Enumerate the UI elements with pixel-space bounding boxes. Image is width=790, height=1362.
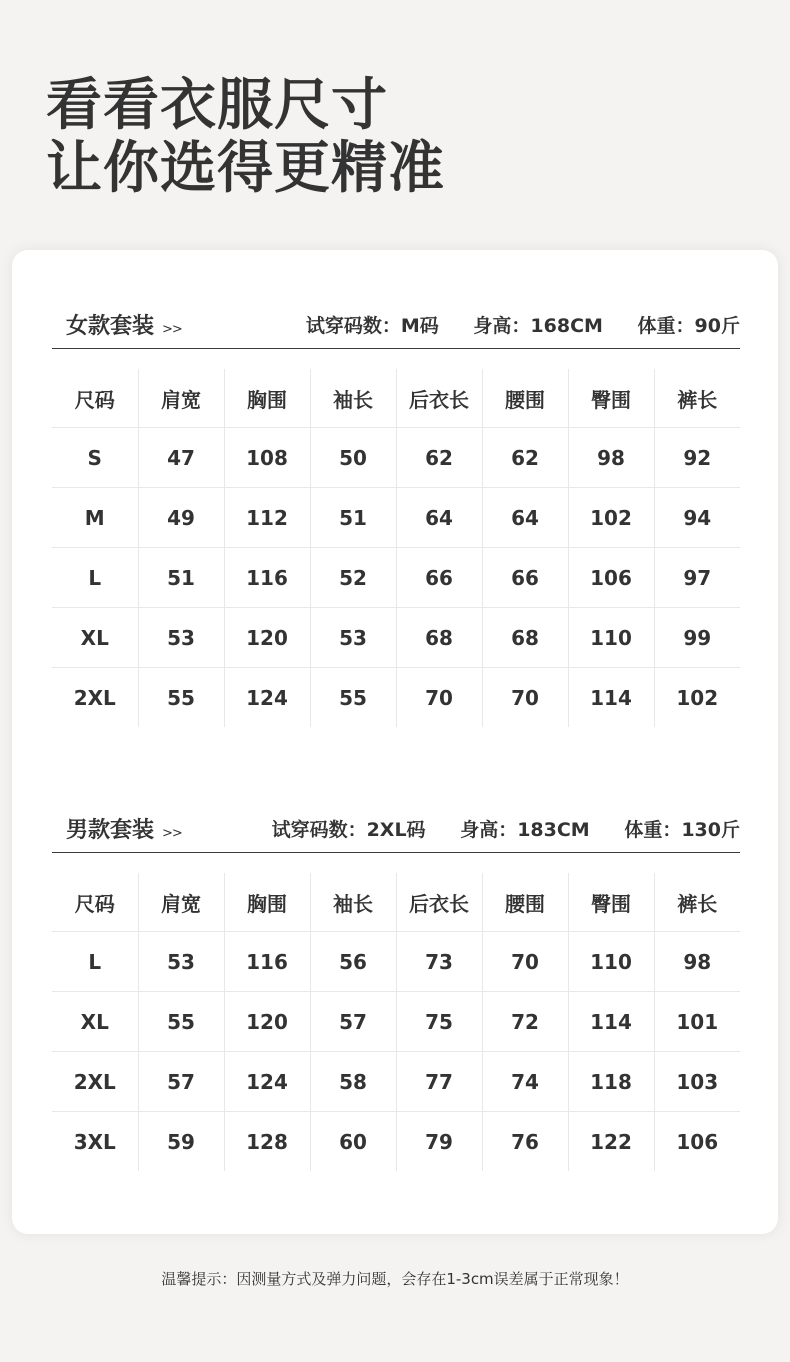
table-cell: 99 [654,608,740,668]
table-cell: 55 [138,668,224,728]
table-cell: M [52,488,138,548]
table-cell: 118 [568,1052,654,1112]
table-cell: 58 [310,1052,396,1112]
women-section [52,288,740,727]
header-cell: 腰围 [482,873,568,932]
men-section-header [52,792,740,852]
table-cell: 62 [482,428,568,488]
men-size-table [52,873,740,1171]
table-cell: 68 [482,608,568,668]
table-cell: 76 [482,1112,568,1172]
men-divider [52,852,740,853]
table-cell: 110 [568,608,654,668]
table-cell: 70 [396,668,482,728]
header-cell: 袖长 [310,369,396,428]
table-cell: 62 [396,428,482,488]
table-cell: 52 [310,548,396,608]
table-cell: 53 [138,932,224,992]
headline-line-1: 看看衣服尺寸 [46,73,388,138]
header-cell: 后衣长 [396,873,482,932]
table-cell: 53 [310,608,396,668]
table-cell: 49 [138,488,224,548]
header-cell: 腰围 [482,369,568,428]
table-row [52,428,740,488]
header-cell: 臀围 [568,369,654,428]
table-cell: 60 [310,1112,396,1172]
table-cell: 50 [310,428,396,488]
table-cell: 3XL [52,1112,138,1172]
table-row [52,608,740,668]
men-title-text: 男款套装 [66,818,155,843]
size-chart-card [12,250,778,1234]
header-cell: 裤长 [654,369,740,428]
table-cell: 66 [482,548,568,608]
table-cell: 75 [396,992,482,1052]
table-cell: 66 [396,548,482,608]
table-cell: 57 [310,992,396,1052]
measurement-footnote: 温馨提示：因测量方式及弹力问题，会存在1-3cm误差属于正常现象！ [161,1270,629,1288]
table-cell: 110 [568,932,654,992]
table-cell: 70 [482,668,568,728]
women-arrow: >> [162,322,182,337]
table-cell: 120 [224,992,310,1052]
table-cell: 101 [654,992,740,1052]
header-cell: 裤长 [654,873,740,932]
women-table-header-row [52,369,740,428]
table-cell: 120 [224,608,310,668]
table-cell: 56 [310,932,396,992]
table-cell: 70 [482,932,568,992]
table-cell: S [52,428,138,488]
header-cell: 肩宽 [138,369,224,428]
table-cell: 68 [396,608,482,668]
table-cell: 53 [138,608,224,668]
table-cell: 51 [310,488,396,548]
table-cell: 94 [654,488,740,548]
table-cell: 124 [224,668,310,728]
table-cell: L [52,548,138,608]
table-row [52,992,740,1052]
table-cell: XL [52,992,138,1052]
table-cell: L [52,932,138,992]
table-row [52,1112,740,1172]
women-title-text: 女款套装 [66,314,155,339]
table-cell: 124 [224,1052,310,1112]
table-cell: 92 [654,428,740,488]
table-cell: 106 [568,548,654,608]
men-section [52,792,740,1171]
table-cell: 55 [138,992,224,1052]
table-cell: 98 [568,428,654,488]
table-cell: 77 [396,1052,482,1112]
table-cell: 102 [568,488,654,548]
table-cell: 64 [396,488,482,548]
table-cell: 73 [396,932,482,992]
table-cell: 74 [482,1052,568,1112]
table-cell: 79 [396,1112,482,1172]
table-row [52,488,740,548]
table-cell: 51 [138,548,224,608]
table-cell: 47 [138,428,224,488]
women-section-title [66,309,182,340]
table-row [52,548,740,608]
header-cell: 尺码 [52,873,138,932]
men-section-title [66,813,182,844]
table-cell: 2XL [52,668,138,728]
table-cell: 112 [224,488,310,548]
table-cell: 108 [224,428,310,488]
table-cell: XL [52,608,138,668]
table-row [52,668,740,728]
header-cell: 胸围 [224,873,310,932]
women-model-info [306,311,740,338]
table-row [52,1052,740,1112]
table-cell: 106 [676,1129,719,1154]
table-cell: 97 [654,548,740,608]
table-cell: 114 [568,992,654,1052]
table-cell: 57 [138,1052,224,1112]
header-cell: 袖长 [310,873,396,932]
table-cell: 116 [224,932,310,992]
men-try-size: 试穿码数：2XL码 [271,819,426,841]
women-model-weight: 体重：90斤 [637,315,740,337]
table-row [52,932,740,992]
table-cell: 64 [482,488,568,548]
table-cell: 59 [138,1112,224,1172]
table-cell: 128 [224,1112,310,1172]
table-cell: 122 [568,1112,654,1172]
header-cell: 尺码 [52,369,138,428]
table-cell: 98 [654,932,740,992]
table-cell: 72 [482,992,568,1052]
header-cell: 臀围 [568,873,654,932]
table-cell: 102 [676,685,719,710]
men-model-weight: 体重：130斤 [624,819,740,841]
women-section-header [52,288,740,348]
table-cell: 55 [310,668,396,728]
header-cell: 肩宽 [138,873,224,932]
table-cell: 114 [568,668,654,728]
page-headline [46,74,445,200]
header-cell: 胸围 [224,369,310,428]
men-model-height: 身高：183CM [460,819,590,841]
table-cell: 103 [654,1052,740,1112]
men-model-info [272,815,740,842]
women-divider [52,348,740,349]
header-cell: 后衣长 [396,369,482,428]
table-cell: 2XL [52,1052,138,1112]
men-arrow: >> [162,826,182,841]
table-cell: 116 [224,548,310,608]
women-try-size: 试穿码数：M码 [305,315,439,337]
headline-line-2: 让你选得更精准 [46,136,445,201]
women-size-table [52,369,740,727]
men-table-header-row [52,873,740,932]
women-model-height: 身高：168CM [473,315,603,337]
